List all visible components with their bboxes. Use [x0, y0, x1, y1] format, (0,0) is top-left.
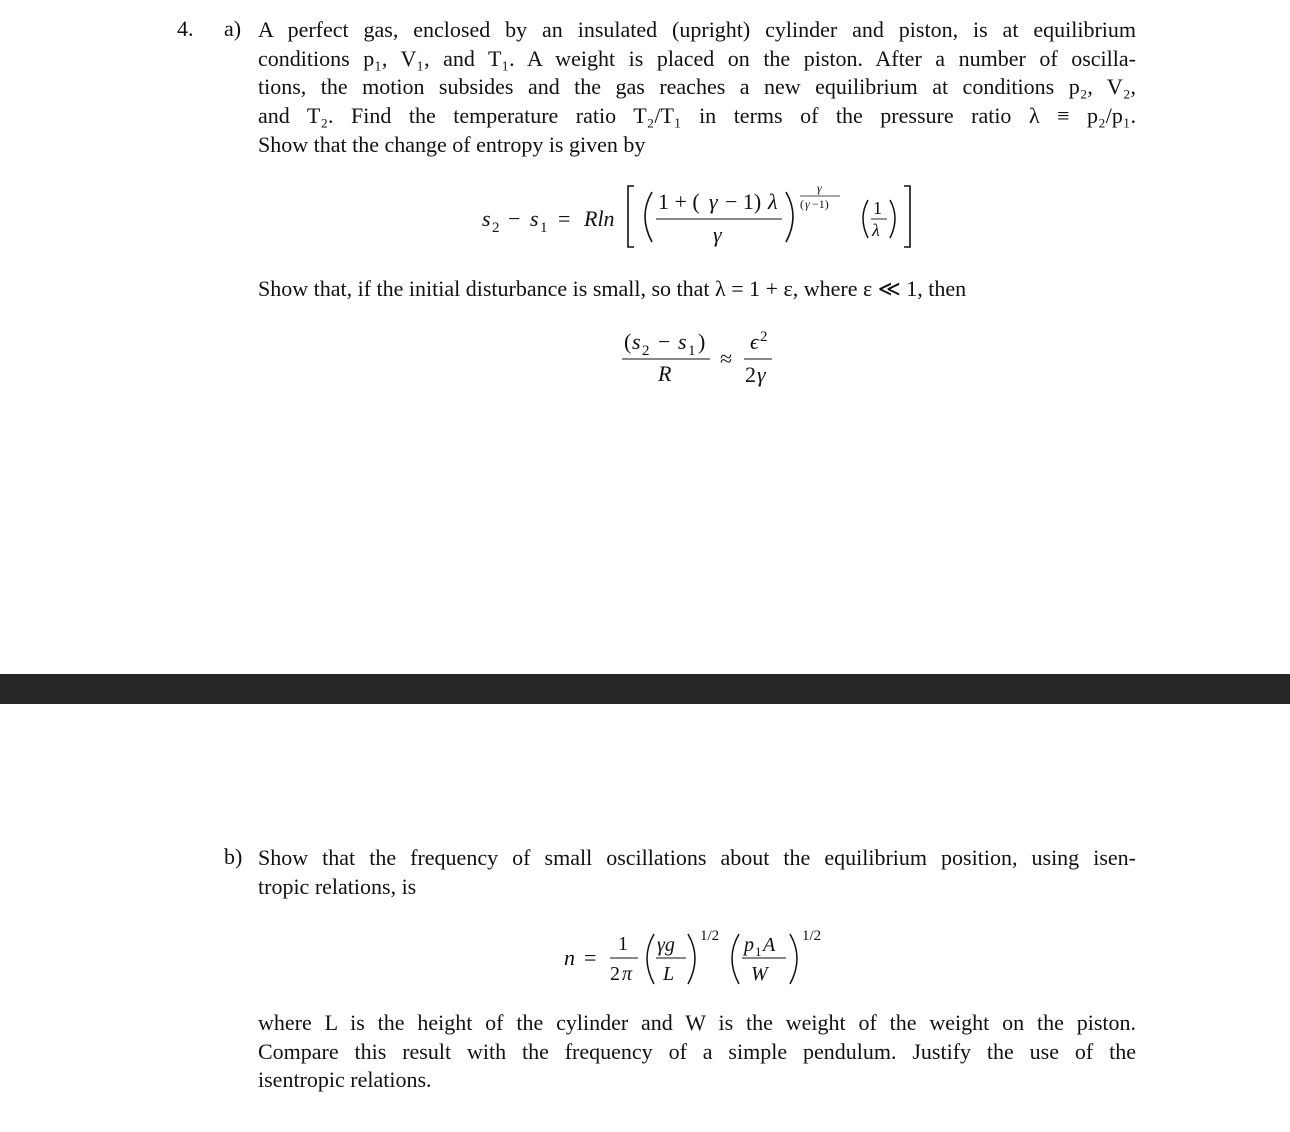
svg-text:−: − — [508, 206, 521, 231]
svg-text:1: 1 — [540, 220, 548, 236]
svg-text:2: 2 — [492, 220, 500, 236]
svg-text:2: 2 — [610, 963, 620, 985]
svg-text:λ: λ — [872, 220, 880, 240]
svg-text:−1): −1) — [812, 197, 829, 211]
text-line: A perfect gas, enclosed by an insulated (upright) cylinder and piston, is at equilibrium — [258, 17, 1136, 42]
svg-text:n: n — [564, 945, 575, 970]
svg-text:): ) — [698, 329, 706, 354]
svg-text:(: ( — [800, 197, 804, 211]
svg-text:ϵ: ϵ — [750, 329, 759, 354]
entropy-approximation-equation — [614, 322, 784, 392]
svg-text:1: 1 — [873, 198, 882, 218]
text-line: Show that the change of entropy is given by — [258, 131, 646, 157]
entropy-change-equation — [470, 176, 930, 256]
svg-text:s: s — [530, 206, 539, 231]
svg-text:γ: γ — [713, 222, 722, 247]
text-line: and T₂. Find the temperature ratio T₂/T₁ in terms of the pressure ratio λ ≡ p₂/p₁. — [258, 103, 1136, 129]
svg-text:W: W — [751, 963, 768, 985]
frequency-equation — [552, 920, 842, 992]
part-b-paragraph — [258, 844, 1136, 901]
svg-text:s: s — [678, 329, 687, 354]
svg-text:1: 1 — [688, 343, 696, 359]
svg-text:2: 2 — [745, 362, 756, 387]
text-line: tions, the motion subsides and the gas reaches a new equilibrium at conditions p₂, V₂, — [258, 74, 1136, 100]
svg-text:γ: γ — [757, 362, 766, 387]
svg-text:− 1): − 1) — [725, 189, 762, 214]
svg-text:Rln: Rln — [584, 206, 615, 231]
text-line: tropic relations, is — [258, 873, 417, 899]
svg-text:s: s — [632, 329, 641, 354]
svg-text:1/2: 1/2 — [802, 928, 822, 944]
text-line: Compare this result with the frequency of a simple pendulum. Justify the use of the — [258, 1038, 1136, 1064]
svg-text:λ: λ — [768, 189, 778, 214]
closing-paragraph — [258, 1009, 1136, 1095]
text-line: where L is the height of the cylinder and W is the weight of the weight on the piston. — [258, 1010, 1136, 1035]
svg-text:γ: γ — [709, 189, 718, 214]
svg-text:=: = — [558, 206, 571, 231]
problem-number: 4. — [177, 16, 194, 41]
svg-text:2: 2 — [760, 329, 768, 345]
svg-text:≈: ≈ — [720, 346, 733, 371]
part-b-label: b) — [224, 844, 243, 869]
svg-text:1: 1 — [755, 944, 762, 959]
svg-text:γg: γg — [657, 934, 675, 956]
part-a-label: a) — [224, 16, 242, 41]
svg-text:π: π — [622, 963, 633, 985]
svg-text:(: ( — [624, 329, 632, 354]
svg-text:−: − — [658, 329, 671, 354]
svg-text:1: 1 — [618, 933, 628, 955]
text-line: isentropic relations. — [258, 1067, 432, 1093]
text-line: conditions p₁, V₁, and T₁. A weight is placed on the piston. After a number of oscilla- — [258, 45, 1136, 71]
svg-text:γ: γ — [805, 197, 810, 211]
svg-text:A: A — [763, 934, 776, 956]
svg-text:γ: γ — [817, 181, 822, 195]
small-disturbance-text: Show that, if the initial disturbance is small, so that λ = 1 + ε, where ε ≪ 1, then — [258, 276, 967, 301]
svg-text:L: L — [663, 963, 675, 985]
svg-text:s: s — [482, 206, 491, 231]
part-a-paragraph — [258, 16, 1136, 160]
svg-text:p: p — [744, 934, 754, 956]
svg-text:2: 2 — [642, 343, 650, 359]
svg-text:=: = — [584, 945, 597, 970]
svg-text:1/2: 1/2 — [700, 928, 720, 944]
text-line: Show that the frequency of small oscillations about the equilibrium position, using isen- — [258, 845, 1136, 870]
svg-text:R: R — [658, 361, 672, 386]
svg-text:1 + (: 1 + ( — [658, 189, 700, 214]
page-divider — [0, 674, 1290, 704]
